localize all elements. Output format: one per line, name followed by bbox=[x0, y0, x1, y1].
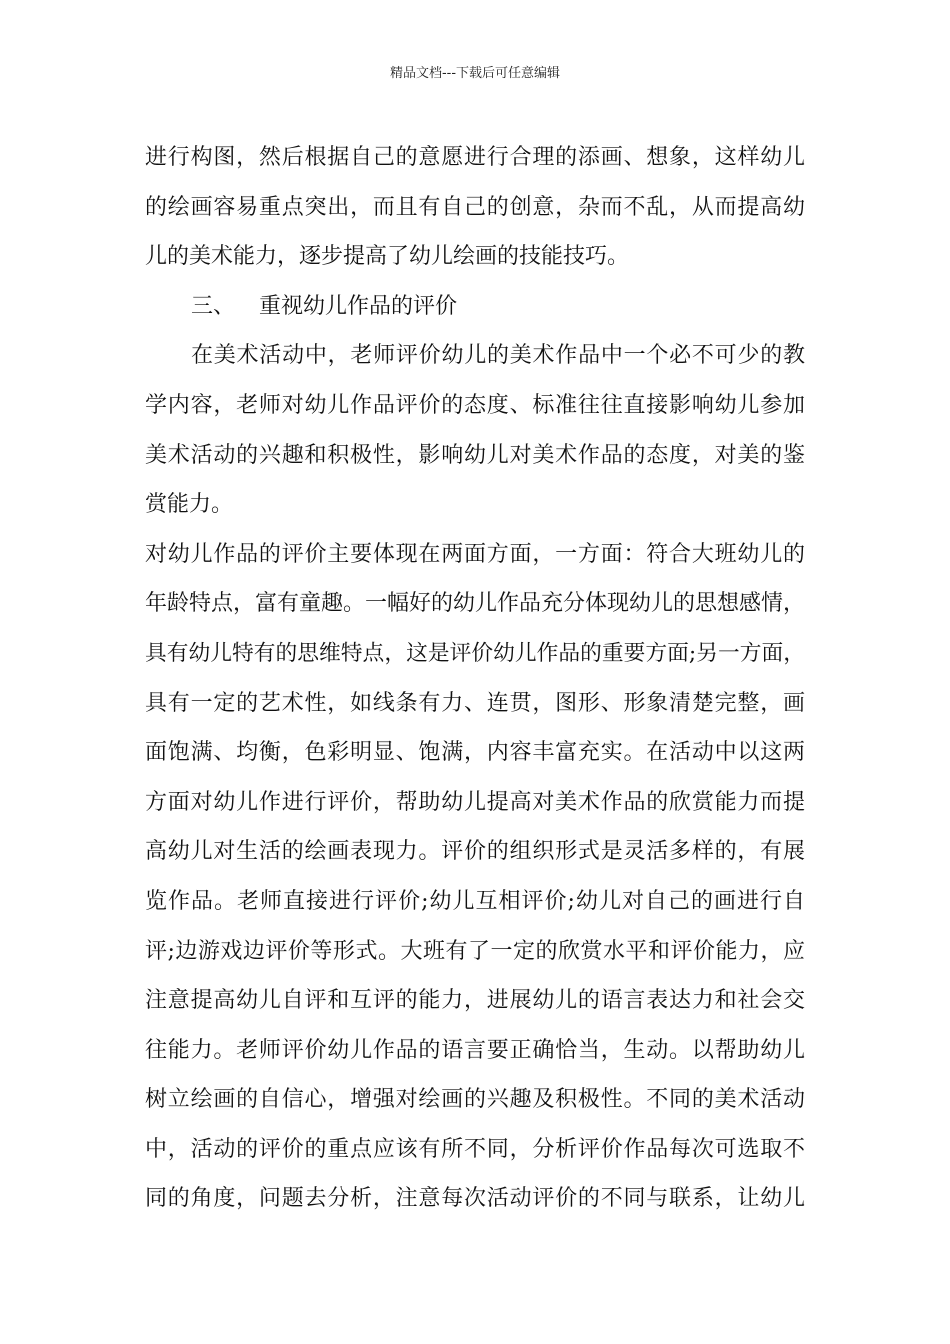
text-line: 美术活动的兴趣和积极性，影响幼儿对美术作品的态度，对美的鉴 bbox=[145, 442, 805, 468]
paragraph bbox=[145, 331, 805, 529]
text-line: 进行构图，然后根据自己的意愿进行合理的添画、想象，这样幼儿 bbox=[145, 145, 805, 170]
text-line: 注意提高幼儿自评和互评的能力，进展幼儿的语言表达力和社会交 bbox=[145, 988, 805, 1014]
text-line: 评;边游戏边评价等形式。大班有了一定的欣赏水平和评价能力，应 bbox=[145, 938, 805, 964]
text-line: 高幼儿对生活的绘画表现力。评价的组织形式是灵活多样的，有展 bbox=[145, 839, 805, 865]
text-line: 面饱满、均衡，色彩明显、饱满，内容丰富充实。在活动中以这两 bbox=[145, 740, 805, 766]
text-line: 年龄特点，富有童趣。一幅好的幼儿作品充分体现幼儿的思想感情， bbox=[145, 591, 806, 617]
text-line: 学内容，老师对幼儿作品评价的态度、标准往往直接影响幼儿参加 bbox=[145, 392, 805, 418]
document-body bbox=[145, 133, 805, 1224]
text-line: 中，活动的评价的重点应该有所不同，分析评价作品每次可选取不 bbox=[145, 1136, 805, 1162]
text-line: 同的角度，问题去分析，注意每次活动评价的不同与联系，让幼儿 bbox=[145, 1186, 805, 1212]
text-line: 在美术活动中，老师评价幼儿的美术作品中一个必不可少的教 bbox=[191, 343, 805, 369]
text-line: 具有一定的艺术性，如线条有力、连贯，图形、形象清楚完整，画 bbox=[145, 690, 805, 716]
text-line: 具有幼儿特有的思维特点，这是评价幼儿作品的重要方面;另一方面， bbox=[145, 640, 805, 666]
section-heading-number: 三、 bbox=[191, 293, 236, 319]
section-heading-text: 重视幼儿作品的评价 bbox=[259, 293, 458, 319]
page-header: 精品文档---下载后可任意编辑 bbox=[389, 66, 561, 81]
text-line: 赏能力。 bbox=[145, 492, 234, 518]
text-line: 方面对幼儿作进行评价，帮助幼儿提高对美术作品的欣赏能力而提 bbox=[145, 789, 805, 815]
text-line: 览作品。老师直接进行评价;幼儿互相评价;幼儿对自己的画进行自 bbox=[145, 888, 805, 914]
paragraph bbox=[145, 133, 805, 282]
paragraph bbox=[145, 530, 805, 1224]
text-line: 的绘画容易重点突出，而且有自己的创意，杂而不乱，从而提高幼 bbox=[145, 194, 805, 220]
text-line: 树立绘画的自信心，增强对绘画的兴趣及积极性。不同的美术活动 bbox=[145, 1087, 805, 1113]
text-line: 儿的美术能力，逐步提高了幼儿绘画的技能技巧。 bbox=[145, 244, 630, 270]
text-line: 对幼儿作品的评价主要体现在两面方面，一方面：符合大班幼儿的 bbox=[145, 541, 805, 567]
text-line: 往能力。老师评价幼儿作品的语言要正确恰当，生动。以帮助幼儿 bbox=[145, 1037, 805, 1063]
section-heading bbox=[145, 282, 805, 332]
